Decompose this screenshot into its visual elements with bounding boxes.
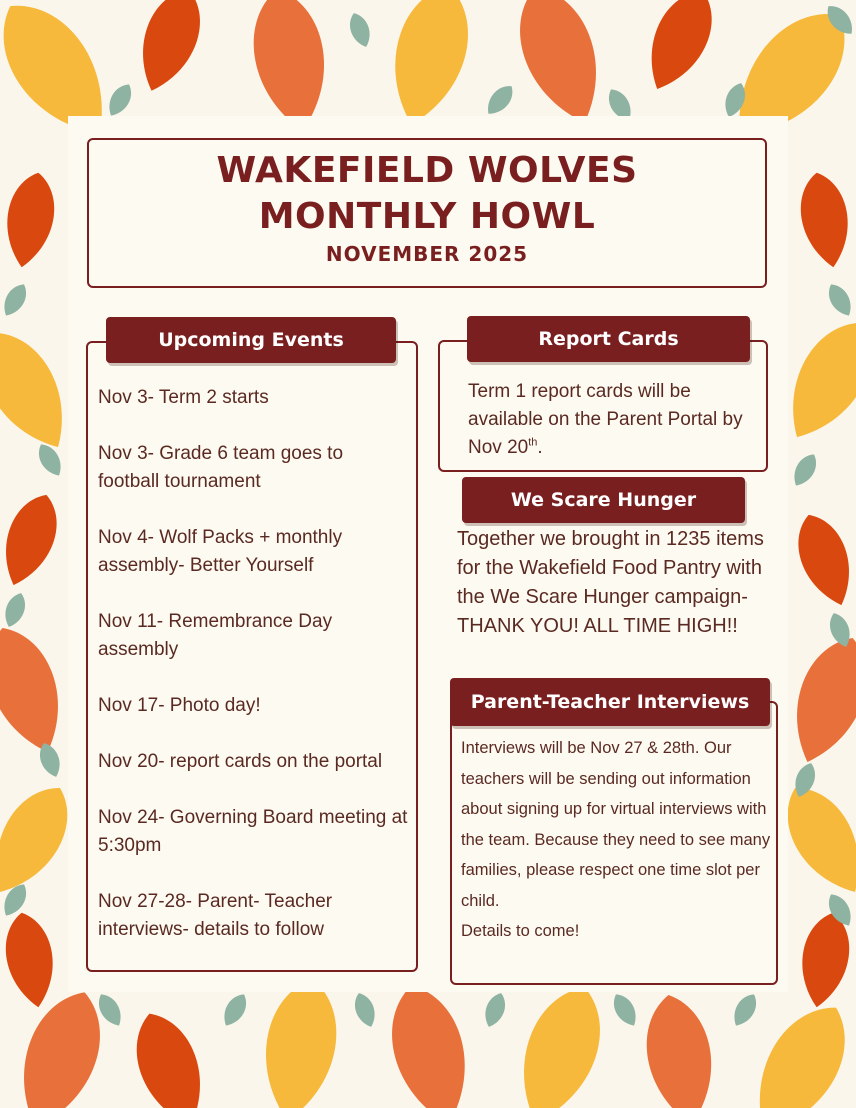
event-item: Nov 20- report cards on the portal	[98, 751, 383, 772]
event-item: Nov 11- Remembrance Day assembly	[98, 611, 333, 660]
newsletter-title-line1: WAKEFIELD WOLVES	[216, 150, 638, 191]
report-cards-heading: Report Cards	[467, 316, 750, 362]
event-item: Nov 24- Governing Board meeting at 5:30pm	[98, 807, 408, 856]
newsletter-title-line2: MONTHLY HOWL	[258, 196, 596, 237]
event-item: Nov 17- Photo day!	[98, 695, 261, 716]
report-cards-superscript: th	[528, 436, 538, 449]
we-scare-hunger-heading: We Scare Hunger	[462, 477, 745, 523]
event-item: Nov 27-28- Parent- Teacher interviews- details to follow	[98, 891, 333, 940]
parent-teacher-body: Interviews will be Nov 27 & 28th. Our teachers will be sending out information about signing up for virtual interviews with the team. Because they need to see many families, please respect one time slot per child.	[461, 739, 771, 910]
event-item: Nov 4- Wolf Packs + monthly assembly- Better Yourself	[98, 527, 343, 576]
report-cards-text	[468, 378, 758, 462]
event-item: Nov 3- Grade 6 team goes to football tournament	[98, 443, 344, 492]
parent-teacher-heading: Parent-Teacher Interviews	[450, 678, 770, 726]
we-scare-hunger-text: Together we brought in 1235 items for the Wakefield Food Pantry with the We Scare Hunger campaign- THANK YOU! ALL TIME HIGH!!	[457, 528, 764, 637]
event-item: Nov 3- Term 2 starts	[98, 387, 269, 408]
events-list	[98, 384, 408, 972]
report-cards-period: .	[537, 437, 543, 458]
newsletter-date: NOVEMBER 2025	[325, 242, 529, 266]
parent-teacher-closing: Details to come!	[461, 922, 580, 940]
newsletter-header	[87, 138, 767, 288]
report-cards-body: Term 1 report cards will be available on the Parent Portal by Nov 20	[468, 381, 743, 458]
upcoming-events-heading: Upcoming Events	[106, 317, 396, 363]
parent-teacher-text	[461, 733, 771, 947]
